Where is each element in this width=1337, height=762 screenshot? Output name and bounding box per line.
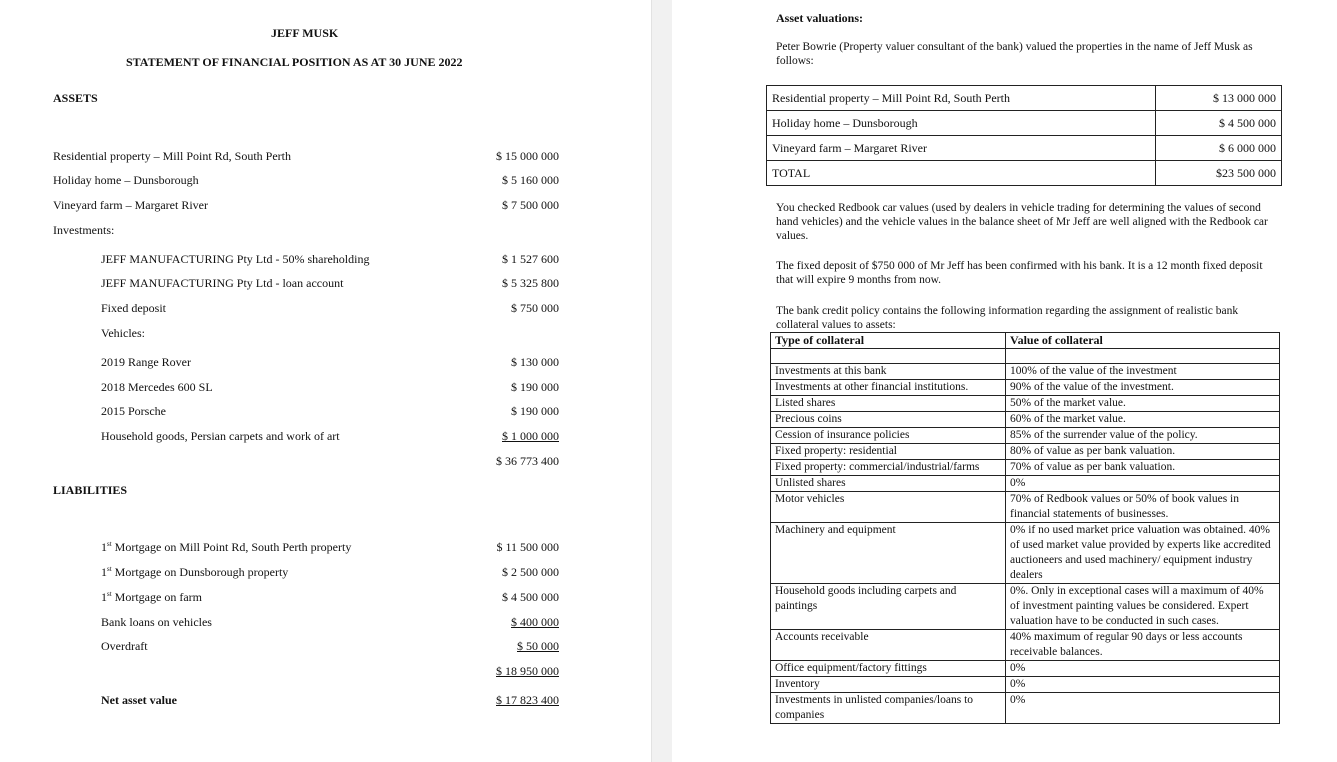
asset-label: Vineyard farm – Margaret River <box>53 198 208 212</box>
table-cell: $ 4 500 000 <box>1156 111 1282 136</box>
investment-amount: $ 750 000 <box>511 301 559 315</box>
table-cell: Residential property – Mill Point Rd, South Perth <box>767 86 1156 111</box>
collateral-type: Machinery and equipment <box>771 523 1006 584</box>
policy-paragraph: The bank credit policy contains the following information regarding the assignment of realistic bank collateral values to assets: <box>776 305 1239 331</box>
liability-label: 1st Mortgage on Dunsborough property <box>101 565 289 579</box>
statement-title: STATEMENT OF FINANCIAL POSITION AS AT 30 JUNE 2022 <box>126 55 463 69</box>
collateral-value: 90% of the value of the investment. <box>1006 380 1280 396</box>
assets-heading: ASSETS <box>53 91 98 105</box>
collateral-type: Fixed property: residential <box>771 444 1006 460</box>
table-row <box>767 161 1282 186</box>
liabilities-heading: LIABILITIES <box>53 483 128 497</box>
collateral-type: Unlisted shares <box>771 476 1006 492</box>
table-row <box>771 492 1280 523</box>
table-cell: Holiday home – Dunsborough <box>767 111 1156 136</box>
page-gap <box>651 0 674 762</box>
collateral-value: 0% if no used market price valuation was obtained. 40% of used market value provided by experts like accredited auctioneers and used machinery/ equipment industry dealers <box>1006 523 1280 584</box>
vehicles-label: Vehicles: <box>101 326 145 340</box>
table-row <box>771 428 1280 444</box>
table-row <box>767 86 1282 111</box>
liability-amount: $ 4 500 000 <box>502 590 559 604</box>
valuation-table <box>766 85 1282 186</box>
investment-amount: $ 1 527 600 <box>502 252 559 266</box>
table-row <box>771 630 1280 661</box>
collateral-value: 0% <box>1006 476 1280 492</box>
table-cell: $ 6 000 000 <box>1156 136 1282 161</box>
header-value: Value of collateral <box>1006 333 1280 349</box>
collateral-type: Office equipment/factory fittings <box>771 661 1006 677</box>
investment-amount: $ 5 325 800 <box>502 276 559 290</box>
table-row <box>771 523 1280 584</box>
table-row <box>771 444 1280 460</box>
header-type: Type of collateral <box>771 333 1006 349</box>
collateral-value: 85% of the surrender value of the policy. <box>1006 428 1280 444</box>
vehicle-label: 2018 Mercedes 600 SL <box>101 380 213 394</box>
table-row <box>767 136 1282 161</box>
collateral-value: 60% of the market value. <box>1006 412 1280 428</box>
collateral-value: 70% of value as per bank valuation. <box>1006 460 1280 476</box>
liability-amount: $ 11 500 000 <box>496 540 559 554</box>
total-assets: $ 36 773 400 <box>496 454 559 468</box>
collateral-value: 0% <box>1006 677 1280 693</box>
table-row <box>771 584 1280 630</box>
total-liabilities: $ 18 950 000 <box>496 664 559 678</box>
table-row <box>771 460 1280 476</box>
statement-owner: JEFF MUSK <box>271 26 339 40</box>
table-cell: Vineyard farm – Margaret River <box>767 136 1156 161</box>
table-row <box>771 396 1280 412</box>
valuations-intro: Peter Bowrie (Property valuer consultant of the bank) valued the properties in the name of Jeff Musk as follows: <box>776 41 1253 67</box>
collateral-type: Precious coins <box>771 412 1006 428</box>
table-row <box>771 693 1280 724</box>
collateral-type: Fixed property: commercial/industrial/farms <box>771 460 1006 476</box>
collateral-type: Investments at this bank <box>771 364 1006 380</box>
table-row <box>771 476 1280 492</box>
liability-amount: $ 2 500 000 <box>502 565 559 579</box>
asset-amount: $ 7 500 000 <box>502 198 559 212</box>
deposit-paragraph: The fixed deposit of $750 000 of Mr Jeff has been confirmed with his bank. It is a 12 month fixed deposit that will expire 9 months from now. <box>776 260 1263 286</box>
asset-amount: $ 15 000 000 <box>496 149 559 163</box>
collateral-type: Investments in unlisted companies/loans to companies <box>771 693 1006 724</box>
liability-amount: $ 400 000 <box>511 615 559 629</box>
household-goods-label: Household goods, Persian carpets and work of art <box>101 429 340 443</box>
table-header-row <box>771 333 1280 349</box>
table-row <box>771 661 1280 677</box>
net-asset-amount: $ 17 823 400 <box>496 693 559 707</box>
collateral-type: Household goods including carpets and paintings <box>771 584 1006 630</box>
table-cell: $23 500 000 <box>1156 161 1282 186</box>
liability-label: 1st Mortgage on Mill Point Rd, South Perth property <box>101 540 352 554</box>
table-row <box>771 380 1280 396</box>
collateral-type: Accounts receivable <box>771 630 1006 661</box>
collateral-type: Motor vehicles <box>771 492 1006 523</box>
collateral-value: 100% of the value of the investment <box>1006 364 1280 380</box>
investment-label: Fixed deposit <box>101 301 166 315</box>
collateral-type: Cession of insurance policies <box>771 428 1006 444</box>
household-goods-amount: $ 1 000 000 <box>502 429 559 443</box>
investment-label: JEFF MANUFACTURING Pty Ltd - loan account <box>101 276 344 290</box>
table-row <box>771 677 1280 693</box>
liability-amount: $ 50 000 <box>517 639 559 653</box>
valuations-heading: Asset valuations: <box>776 11 864 25</box>
table-row <box>771 412 1280 428</box>
vehicle-label: 2019 Range Rover <box>101 355 191 369</box>
collateral-value: 0% <box>1006 661 1280 677</box>
investment-label: JEFF MANUFACTURING Pty Ltd - 50% shareholding <box>101 252 370 266</box>
table-cell: TOTAL <box>767 161 1156 186</box>
collateral-value: 0% <box>1006 693 1280 724</box>
table-row <box>767 111 1282 136</box>
collateral-type: Listed shares <box>771 396 1006 412</box>
collateral-type: Inventory <box>771 677 1006 693</box>
statement-page <box>0 0 651 762</box>
collateral-value: 40% maximum of regular 90 days or less accounts receivable balances. <box>1006 630 1280 661</box>
vehicle-label: 2015 Porsche <box>101 404 166 418</box>
collateral-value: 50% of the market value. <box>1006 396 1280 412</box>
collateral-value: 0%. Only in exceptional cases will a maximum of 40% of investment painting values be considered. Expert valuation have to be conducted in such cases. <box>1006 584 1280 630</box>
collateral-value: 80% of value as per bank valuation. <box>1006 444 1280 460</box>
vehicle-amount: $ 190 000 <box>511 380 559 394</box>
vehicle-amount: $ 130 000 <box>511 355 559 369</box>
asset-label: Holiday home – Dunsborough <box>53 173 199 187</box>
collateral-table <box>770 332 1280 724</box>
collateral-value: 70% of Redbook values or 50% of book values in financial statements of businesses. <box>1006 492 1280 523</box>
valuation-page <box>672 0 1337 762</box>
asset-amount: $ 5 160 000 <box>502 173 559 187</box>
net-asset-label: Net asset value <box>101 693 177 707</box>
collateral-type: Investments at other financial institutions. <box>771 380 1006 396</box>
investments-label: Investments: <box>53 223 115 237</box>
redbook-paragraph: You checked Redbook car values (used by dealers in vehicle trading for determining the values of second hand vehicles) and the vehicle values in the balance sheet of Mr Jeff are well aligned with the Redbook car values. <box>776 202 1268 242</box>
asset-label: Residential property – Mill Point Rd, South Perth <box>53 149 291 163</box>
table-row <box>771 349 1280 364</box>
liability-label: Bank loans on vehicles <box>101 615 212 629</box>
table-row <box>771 364 1280 380</box>
liability-label: Overdraft <box>101 639 148 653</box>
liability-label: 1st Mortgage on farm <box>101 590 202 604</box>
table-cell: $ 13 000 000 <box>1156 86 1282 111</box>
vehicle-amount: $ 190 000 <box>511 404 559 418</box>
